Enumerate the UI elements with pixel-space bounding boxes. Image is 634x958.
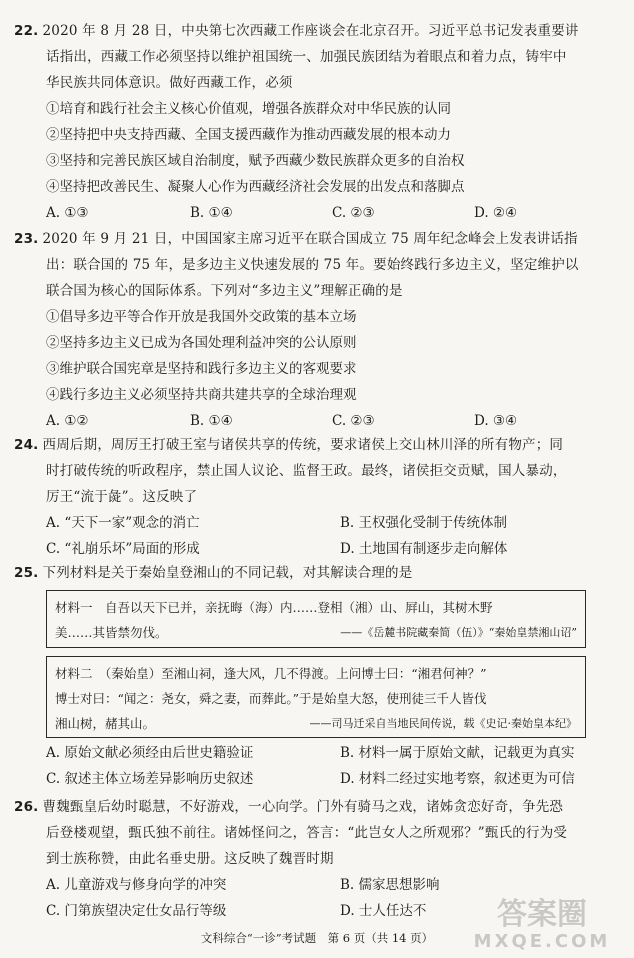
- choice-b: B. 王权强化受制于传统体制: [340, 515, 508, 531]
- material-two-box: [46, 656, 586, 738]
- material-source: ——司马迁采自当地民间传说，载《史记·秦始皇本纪》: [309, 717, 577, 730]
- question-26: [14, 794, 622, 924]
- answer-choices: [14, 408, 622, 434]
- question-24: [14, 432, 622, 562]
- choice-b: B. ①④: [190, 205, 233, 221]
- question-stem-line: 后登楼观望，甄氏独不前往。诸姊怪问之，答言：“此岂女人之所观邪？”甄氏的行为受: [46, 825, 568, 841]
- material-line: 美……其皆禁勿伐。 ——《岳麓书院藏秦简（伍）》“秦始皇禁湘山诏”: [55, 620, 577, 645]
- question-number: 26.: [14, 799, 39, 815]
- answer-choices: [14, 872, 622, 898]
- question-number: 22.: [14, 23, 39, 39]
- answer-choices: [14, 510, 622, 536]
- answer-choices: [14, 740, 622, 766]
- svg-text:MXQE.COM: MXQE.COM: [473, 931, 611, 952]
- material-one-box: [46, 590, 586, 648]
- question-stem-line: 出：联合国的 75 年，是多边主义快速发展的 75 年。要始终践行多边主义，坚定维护以: [46, 257, 579, 273]
- question-stem-line: 华民族共同体意识。做好西藏工作，必须: [46, 75, 293, 91]
- question-stem-line: 26. 曹魏甄皇后幼时聪慧，不好游戏，一心向学。门外有骑马之戏，诸姊贪恋好奇，争先恐: [14, 799, 564, 815]
- answer-choices: [14, 766, 622, 792]
- choice-c: C. 门第族望决定仕女品行等级: [46, 903, 227, 919]
- question-stem-line: 24. 西周后期，周厉王打破王室与诸侯共享的传统，要求诸侯上交山林川泽的所有物产；同: [14, 437, 564, 453]
- choice-a: A. 原始文献必须经由后世史籍验证: [46, 745, 254, 761]
- answer-choices: [14, 536, 622, 562]
- question-25: [14, 560, 622, 586]
- choice-d: D. ②④: [474, 205, 518, 221]
- question-stem-line: 厉王“流于彘”。这反映了: [46, 489, 198, 505]
- question-stem-line: 25. 下列材料是关于秦始皇登湘山的不同记载，对其解读合理的是: [14, 565, 413, 581]
- choice-c: C. ②③: [332, 205, 375, 221]
- answer-choices: [14, 898, 622, 924]
- question-stem-line: 联合国为核心的国际体系。下列对“多边主义”理解正确的是: [46, 283, 403, 299]
- choice-c: C. ②③: [332, 413, 375, 429]
- page-footer: 文科综合“一诊”考试题 第 6 页（共 14 页）: [200, 931, 434, 945]
- choice-a: A. 儿童游戏与修身向学的冲突: [46, 877, 227, 893]
- question-stem-line: 到士族称赞，由此名垂史册。这反映了魏晋时期: [46, 851, 334, 867]
- question-22: [14, 18, 622, 226]
- choice-c: C. 叙述主体立场差异影响历史叙述: [46, 771, 254, 787]
- material-line: 材料一 自吾以天下已并，亲抚晦（海）内……登相（湘）山、屛山，其树木野: [55, 600, 493, 615]
- choice-a: A. ①③: [46, 205, 89, 221]
- material-line: 博士对曰：“闻之：尧女，舜之妻，而葬此。”于是始皇大怒，使刑徒三千人皆伐: [55, 691, 487, 706]
- statement-item: ③坚持和完善民族区域自治制度，赋予西藏少数民族群众更多的自治权: [46, 153, 465, 169]
- question-stem-line: 23. 2020 年 9 月 21 日，中国国家主席习近平在联合国成立 75 周年纪念峰会上发表讲话指: [14, 231, 578, 247]
- material-source: ——《岳麓书院藏秦简（伍）》“秦始皇禁湘山诏”: [340, 626, 577, 639]
- svg-text:答案圈: 答案圈: [497, 897, 587, 932]
- statement-item: ①倡导多边平等合作开放是我国外交政策的基本立场: [46, 309, 357, 325]
- material-line: 湘山树，赭其山。 ——司马迁采自当地民间传说，载《史记·秦始皇本纪》: [55, 711, 577, 736]
- question-number: 23.: [14, 231, 39, 247]
- statement-item: ④坚持把改善民生、凝聚人心作为西藏经济社会发展的出发点和落脚点: [46, 179, 465, 195]
- choice-c: C. “礼崩乐坏”局面的形成: [46, 541, 200, 557]
- question-number: 24.: [14, 437, 39, 453]
- statement-item: ②坚持把中央支持西藏、全国支援西藏作为推动西藏发展的根本动力: [46, 127, 451, 143]
- question-25-choices: [14, 740, 622, 792]
- choice-b: B. 材料一属于原始文献，记载更为真实: [340, 745, 575, 761]
- question-number: 25.: [14, 565, 39, 581]
- choice-d: D. ③④: [474, 413, 518, 429]
- answer-choices: [14, 200, 622, 226]
- choice-a: A. ①②: [46, 413, 89, 429]
- question-23: [14, 226, 622, 434]
- choice-d: D. 土地国有制逐步走向解体: [340, 541, 508, 557]
- statement-item: ②坚持多边主义已成为各国处理利益冲突的公认原则: [46, 335, 357, 351]
- choice-d: D. 材料二经过实地考察，叙述更为可信: [340, 771, 575, 787]
- choice-b: B. 儒家思想影响: [340, 877, 440, 893]
- statement-item: ③维护联合国宪章是坚持和践行多边主义的客观要求: [46, 361, 357, 377]
- choice-b: B. ①④: [190, 413, 233, 429]
- statement-item: ④践行多边主义必须坚持共商共建共享的全球治理观: [46, 387, 357, 403]
- question-stem-line: 时打破传统的听政程序，禁止国人议论、监督王政。最终，诸侯拒交贡赋，国人暴动，: [46, 463, 567, 479]
- question-stem-line: 话指出，西藏工作必须坚持以维护祖国统一、加强民族团结为着眼点和着力点，铸牢中: [46, 49, 567, 65]
- question-stem-line: 22. 2020 年 8 月 28 日，中央第七次西藏工作座谈会在北京召开。习近平总书记发表重要讲: [14, 23, 579, 39]
- choice-a: A. “天下一家”观念的消亡: [46, 515, 200, 531]
- choice-d: D. 士人任达不: [340, 903, 427, 919]
- statement-item: ①培育和践行社会主义核心价值观，增强各族群众对中华民族的认同: [46, 101, 451, 117]
- material-line: 材料二 （秦始皇）至湘山祠，逢大风，几不得渡。上问博士曰：“湘君何神？”: [55, 666, 487, 681]
